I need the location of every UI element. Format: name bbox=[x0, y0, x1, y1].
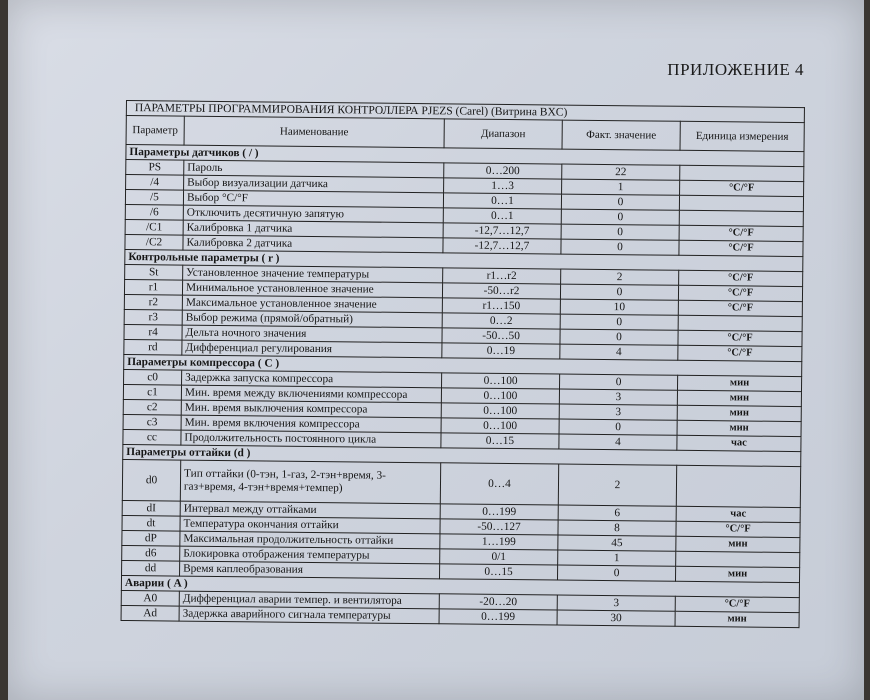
param-range: -12,7…12,7 bbox=[443, 238, 561, 254]
param-range: 1…199 bbox=[440, 534, 558, 550]
param-range: 0…15 bbox=[441, 433, 559, 449]
section-title: Параметры компрессора ( C ) bbox=[124, 354, 802, 376]
param-unit: °C/°F bbox=[678, 345, 802, 361]
param-code: /C2 bbox=[125, 234, 183, 250]
param-code: c1 bbox=[123, 384, 181, 400]
param-value: 30 bbox=[557, 610, 675, 626]
param-unit: °C/°F bbox=[679, 225, 803, 241]
param-unit: °C/°F bbox=[675, 596, 799, 612]
parameters-table-body bbox=[121, 101, 804, 628]
param-range: 0…2 bbox=[442, 313, 560, 329]
param-code: dI bbox=[122, 500, 180, 516]
param-unit: °C/°F bbox=[678, 285, 802, 301]
param-value: 0 bbox=[560, 284, 678, 300]
param-value: 3 bbox=[559, 389, 677, 405]
param-unit: °C/°F bbox=[678, 330, 802, 346]
param-value: 0 bbox=[561, 209, 679, 225]
param-code: r4 bbox=[124, 324, 182, 340]
param-code: A0 bbox=[121, 590, 179, 606]
table-title: ПАРАМЕТРЫ ПРОГРАММИРОВАНИЯ КОНТРОЛЛЕРА PJEZS (Carel) (Витрина BXC) bbox=[126, 101, 804, 123]
param-code: rd bbox=[124, 339, 182, 355]
header-unit: Единица измерения bbox=[680, 121, 804, 151]
param-unit bbox=[678, 315, 802, 331]
param-range: -50…r2 bbox=[442, 283, 560, 299]
param-unit: час bbox=[677, 435, 801, 451]
header-range: Диапазон bbox=[444, 119, 562, 149]
param-name: Время каплеобразования bbox=[180, 561, 440, 579]
param-unit bbox=[679, 195, 803, 211]
param-name: Калибровка 2 датчика bbox=[183, 235, 443, 253]
param-range: -50…50 bbox=[442, 328, 560, 344]
param-value: 3 bbox=[559, 404, 677, 420]
param-range: -50…127 bbox=[440, 519, 558, 535]
param-unit: мин bbox=[677, 405, 801, 421]
param-range: -20…20 bbox=[439, 594, 557, 610]
appendix-label: ПРИЛОЖЕНИЕ 4 bbox=[667, 60, 804, 79]
param-range: 0/1 bbox=[440, 549, 558, 565]
param-name: Максимальное установленное значение bbox=[182, 295, 442, 313]
header-value: Факт. значение bbox=[562, 120, 680, 150]
section-title: Параметры оттайки (d ) bbox=[123, 444, 801, 466]
parameters-document bbox=[121, 100, 804, 628]
param-range: 0…4 bbox=[440, 463, 558, 505]
param-range: 0…199 bbox=[439, 609, 557, 625]
param-unit: мин bbox=[677, 390, 801, 406]
param-unit bbox=[679, 210, 803, 226]
param-range: 0…199 bbox=[440, 504, 558, 520]
param-name: Выбор визуализации датчика bbox=[184, 175, 444, 193]
param-code: dP bbox=[122, 530, 180, 546]
param-range: 0…19 bbox=[442, 343, 560, 359]
param-name: Тип оттайки (0-тэн, 1-газ, 2-тэн+время, 3-газ+время, 4-тэн+время+темпер) bbox=[180, 460, 440, 504]
param-value: 0 bbox=[560, 314, 678, 330]
param-code: /4 bbox=[126, 175, 184, 191]
param-value: 8 bbox=[558, 520, 676, 536]
param-value: 4 bbox=[560, 344, 678, 360]
param-name: Мин. время выключения компрессора bbox=[181, 400, 441, 418]
param-value: 0 bbox=[560, 329, 678, 345]
param-code: dt bbox=[122, 515, 180, 531]
param-range: 0…1 bbox=[443, 193, 561, 209]
param-range: 1…3 bbox=[444, 178, 562, 194]
param-name: Продолжительность постоянного цикла bbox=[181, 430, 441, 448]
param-value: 0 bbox=[561, 224, 679, 240]
param-code: /5 bbox=[125, 190, 183, 206]
param-value: 3 bbox=[557, 595, 675, 611]
param-name: Установленное значение температуры bbox=[183, 265, 443, 283]
table-row bbox=[122, 459, 800, 507]
param-value: 2 bbox=[561, 269, 679, 285]
param-code: r1 bbox=[124, 279, 182, 295]
param-code: /6 bbox=[125, 204, 183, 220]
param-value: 22 bbox=[562, 164, 680, 180]
param-unit: °C/°F bbox=[676, 521, 800, 537]
param-unit: °C/°F bbox=[679, 270, 803, 286]
param-code: r3 bbox=[124, 309, 182, 325]
param-unit: °C/°F bbox=[680, 180, 804, 196]
param-unit: мин bbox=[675, 611, 799, 627]
header-name: Наименование bbox=[184, 116, 444, 148]
paper-sheet bbox=[8, 0, 864, 700]
param-value: 1 bbox=[562, 179, 680, 195]
section-title: Аварии ( A ) bbox=[121, 575, 799, 597]
param-code: d6 bbox=[122, 545, 180, 561]
param-code: PS bbox=[126, 160, 184, 176]
param-unit: мин bbox=[675, 566, 799, 582]
param-unit: °C/°F bbox=[678, 300, 802, 316]
param-unit bbox=[676, 551, 800, 567]
param-code: r2 bbox=[124, 294, 182, 310]
param-code: cc bbox=[123, 429, 181, 445]
param-value: 4 bbox=[559, 434, 677, 450]
param-name: Дифференциал аварии темпер. и вентилятора bbox=[179, 591, 439, 609]
param-value: 0 bbox=[557, 565, 675, 581]
param-range: 0…100 bbox=[441, 418, 559, 434]
param-code: d0 bbox=[122, 459, 180, 501]
param-name: Задержка запуска компрессора bbox=[182, 370, 442, 388]
section-title: Контрольные параметры ( r ) bbox=[125, 249, 803, 271]
param-name: Минимальное установленное значение bbox=[182, 280, 442, 298]
param-name: Дифференциал регулирования bbox=[182, 340, 442, 358]
param-name: Максимальная продолжительность оттайки bbox=[180, 531, 440, 549]
param-code: St bbox=[125, 264, 183, 280]
param-value: 0 bbox=[559, 374, 677, 390]
param-range: 0…1 bbox=[443, 208, 561, 224]
param-code: Ad bbox=[121, 605, 179, 621]
param-unit: час bbox=[676, 506, 800, 522]
parameters-table bbox=[121, 100, 805, 628]
param-range: -12,7…12,7 bbox=[443, 223, 561, 239]
param-range: r1…r2 bbox=[443, 268, 561, 284]
param-range: r1…150 bbox=[442, 298, 560, 314]
param-value: 0 bbox=[559, 419, 677, 435]
param-unit bbox=[680, 165, 804, 181]
param-value: 6 bbox=[558, 505, 676, 521]
param-name: Выбор °C/°F bbox=[183, 190, 443, 208]
param-code: c3 bbox=[123, 414, 181, 430]
param-name: Интервал между оттайками bbox=[180, 501, 440, 519]
param-value: 0 bbox=[561, 239, 679, 255]
param-name: Пароль bbox=[184, 160, 444, 178]
param-range: 0…100 bbox=[441, 388, 559, 404]
section-title: Параметры датчиков ( / ) bbox=[126, 145, 804, 167]
param-unit: мин bbox=[676, 536, 800, 552]
param-range: 0…100 bbox=[442, 373, 560, 389]
param-value: 45 bbox=[558, 535, 676, 551]
param-unit: °C/°F bbox=[679, 240, 803, 256]
header-param: Параметр bbox=[126, 116, 184, 146]
param-name: Температура окончания оттайки bbox=[180, 516, 440, 534]
param-name: Блокировка отображения температуры bbox=[180, 546, 440, 564]
param-code: c2 bbox=[123, 399, 181, 415]
param-unit: мин bbox=[677, 375, 801, 391]
param-value: 10 bbox=[560, 299, 678, 315]
param-name: Выбор режима (прямой/обратный) bbox=[182, 310, 442, 328]
param-unit: мин bbox=[677, 420, 801, 436]
param-code: dd bbox=[122, 560, 180, 576]
param-range: 0…15 bbox=[440, 564, 558, 580]
param-code: /C1 bbox=[125, 219, 183, 235]
param-range: 0…200 bbox=[444, 163, 562, 179]
param-code: c0 bbox=[124, 369, 182, 385]
param-value: 0 bbox=[561, 194, 679, 210]
param-name: Отключить десятичную запятую bbox=[183, 205, 443, 223]
param-value: 2 bbox=[558, 464, 676, 506]
param-range: 0…100 bbox=[441, 403, 559, 419]
param-name: Калибровка 1 датчика bbox=[183, 220, 443, 238]
param-name: Мин. время между включениями компрессора bbox=[181, 385, 441, 403]
param-name: Задержка аварийного сигнала температуры bbox=[179, 606, 439, 624]
param-name: Мин. время включения компрессора bbox=[181, 415, 441, 433]
param-unit bbox=[676, 465, 800, 507]
param-value: 1 bbox=[558, 550, 676, 566]
param-name: Дельта ночного значения bbox=[182, 325, 442, 343]
